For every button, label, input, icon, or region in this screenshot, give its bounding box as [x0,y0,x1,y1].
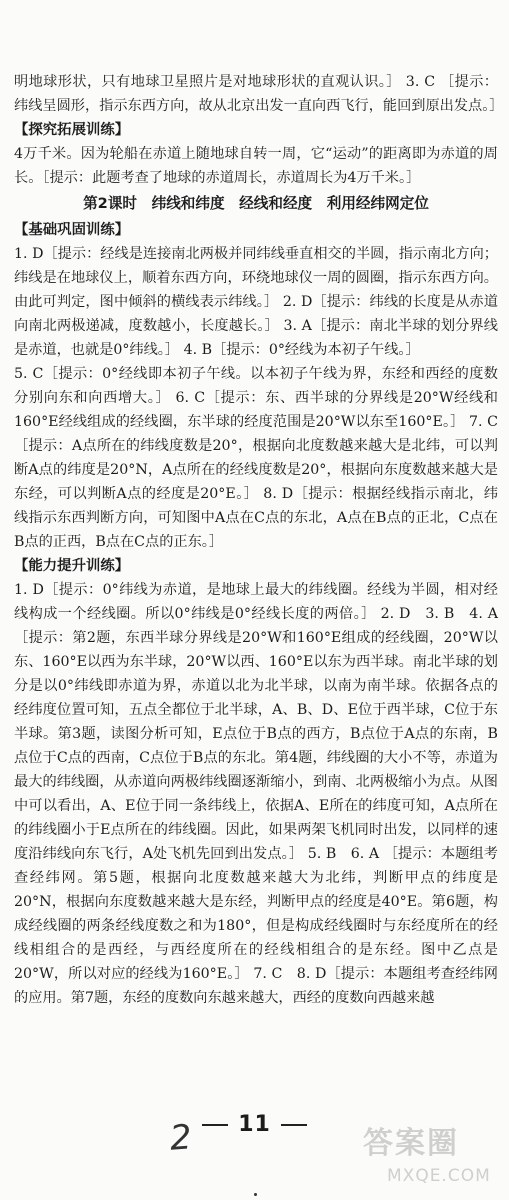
watermark-logo [363,1122,501,1198]
answer-paragraph: 1. D［提示：0°纬线为赤道，是地球上最大的纬线圈。经线为半圆，相对经线构成一个经线圈。所以0°纬线是0°经线长度的两倍。］ 2. D 3. B 4. A ［提示：第2题，东西半球分界线是20°W和160°E组成的经线圈，20°W以东、160°E以西为东半球，20°W以西、160°E以东为西半球。南北半球的划分是以0°纬线即赤道为界，赤道以北为北半球，以南为南半球。依据各点的经纬度位置可知，五点全都位于北半球，A、B、D、E位于西半球，C位于东半球。第3题，读图分析可知，E点位于B点的西方，B点位于A点的东南，B点位于C点的西南，C点位于B点的东北。第4题，纬线圈的大小不等，赤道为最大的纬线圈，从赤道向两极纬线圈逐渐缩小，到南、北两极缩小为点。从图中可以看出，A、E位于同一条纬线上，依据A、E所在的纬度可知，A点所在的纬线圈小于E点所在的纬线圈。因此，如果两架飞机同时出发，以同样的速度沿纬线向东飞行，A处飞机先回到出发点。］ 5. B 6. A ［提示：本题组考查经纬网。第5题，根据向北度数越来越大为北纬，判断甲点的纬度是20°N，根据向东度数越来越大是东经，判断甲点的经度是40°E。第6题，构成经线圈的两条经线度数之和为180°，但是构成经线圈时与东经度所在的经线相组合的是西经，与西经度所在的经线相组合的是东经。图中乙点是20°W，所以对应的经线为160°E。］ 7. C 8. D［提示：本题组考查经纬网的应用。第7题，东经的度数向东越来越大，西经的度数向西越来越 [14,582,498,1006]
footer-dash-right [281,1124,307,1126]
watermark-url: MXQE.COM [387,1166,491,1186]
answer-content [14,70,504,1010]
answer-paragraph: 明地球形状，只有地球卫星照片是对地球形状的直观认识。］ 3. C ［提示：纬线呈圆形，指示东西方向，故从北京出发一直向西飞行，能回到原出发点。］ [14,74,504,114]
page-number: 11 [238,1112,271,1137]
answer-paragraph: 4万千米。因为轮船在赤道上随地球自转一周，它“运动”的距离即为赤道的周长。［提示：此题考查了地球的赤道周长，赤道周长为4万千米。］ [14,146,498,186]
section-heading-basic: 【基础巩固训练】 [14,222,130,238]
lesson-title: 第2课时 纬线和纬度 经线和经度 利用经纬网定位 [83,195,429,212]
footer-dash-left [202,1124,228,1126]
handwritten-mark: 2 [168,1117,194,1159]
section-heading-inquiry: 【探究拓展训练】 [14,122,130,138]
section-heading-ability: 【能力提升训练】 [14,558,130,574]
watermark-title: 答案圈 [363,1126,459,1161]
answer-paragraph: 1. D［提示：经线是连接南北两极并同纬线垂直相交的半圆，指示南北方向；纬线是在地球仪上，顺着东西方向，环绕地球仪一周的圆圈，指示东西方向。由此可判定，图中倾斜的横线表示纬线。］ 2. D［提示：纬线的长度是从赤道向南北两极递减，度数越小，长度越长。］ 3. A［提示：南北半球的划分界线是赤道，也就是0°纬线。］ 4. B［提示：0°经线为本初子午线。］ [14,246,498,358]
answer-paragraph: 5. C［提示：0°经线即本初子午线。以本初子午线为界，东经和西经的度数分别向东和向西增大。］ 6. C［提示：东、西半球的分界线是20°W经线和160°E经线组成的经线圈，东半球的经度范围是20°W以东至160°E。］ 7. C ［提示：A点所在的纬线度数是20°，根据向北度数越来越大是北纬，可以判断A点的纬度是20°N，A点所在的经线度数是20°，根据向东度数越来越大是东经，可以判断A点的经度是20°E。］ 8. D［提示：根据经线指示南北，纬线指示东西判断方向，可知图中A点在C点的东北，A点在B点的正北，C点在B点的正西，B点在C点的正东。］ [14,366,498,550]
page-dot [254,1193,257,1196]
